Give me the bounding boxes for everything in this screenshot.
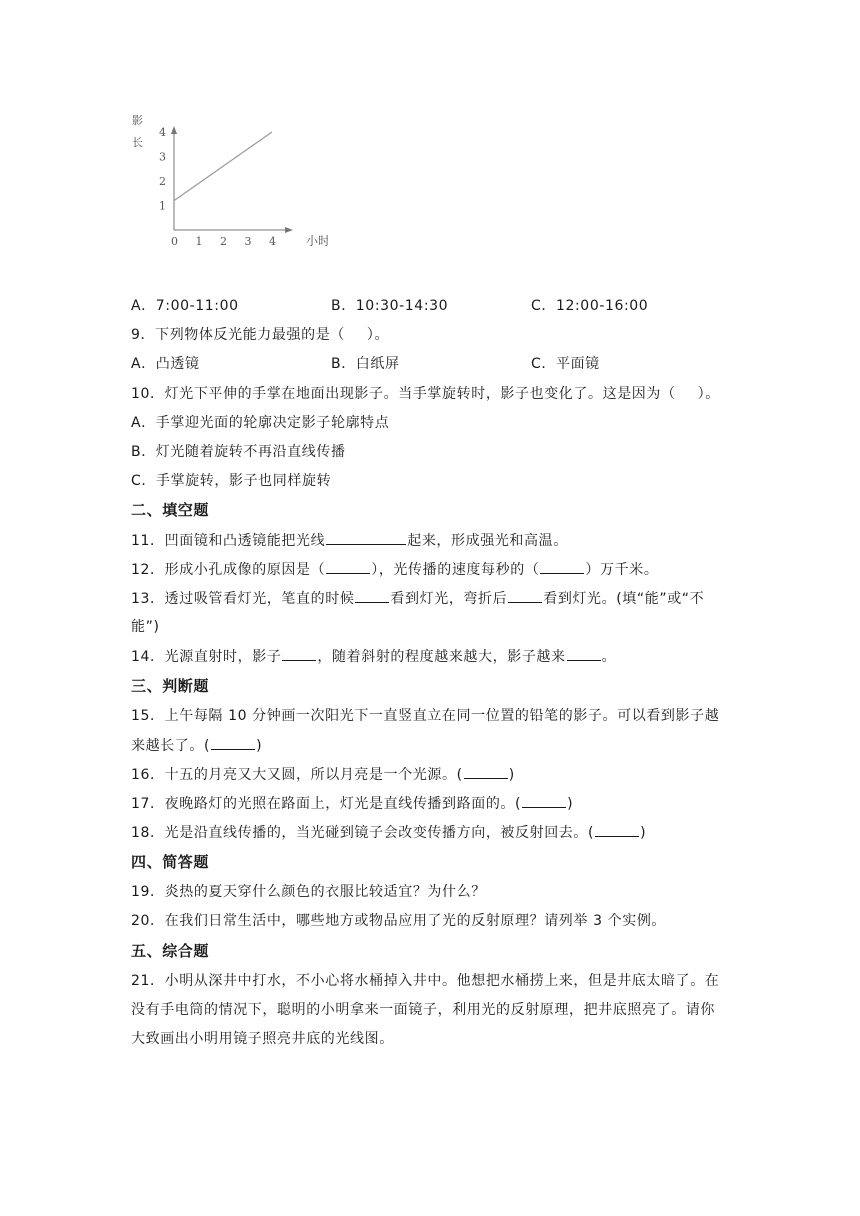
q14-part-3: 。 <box>601 649 617 665</box>
q15-part-b: ) <box>256 738 263 754</box>
q14-part-2: ，随着斜射的程度越来越大，影子越来 <box>317 649 566 665</box>
x-axis-arrow <box>285 227 293 233</box>
q15-blank <box>211 735 255 750</box>
q12-part-3: ）万千米。 <box>585 562 659 578</box>
q9-option-b: B．白纸屏 <box>331 356 400 372</box>
series-line <box>174 132 272 201</box>
q12-part-2: ），光传播的速度每秒的（ <box>371 562 540 578</box>
x-tick-label: 0 <box>171 235 178 248</box>
q13-line-2: 能”) <box>131 619 160 635</box>
q17-blank <box>522 793 566 808</box>
q11-part-1: 11．凹面镜和凸透镜能把光线 <box>131 533 326 549</box>
q13-part-3: 看到灯光。(填“能”或“不 <box>543 591 705 607</box>
q9-stem-end: ）。 <box>366 327 390 343</box>
q10-stem-start: 10．灯光下平伸的手掌在地面出现影子。当手掌旋转时，影子也变化了。这是因为（ <box>131 386 676 402</box>
section-heading-fill-in: 二、填空题 <box>131 501 210 519</box>
q15-line-1: 15．上午每隔 10 分钟画一次阳光下一直竖直立在同一位置的铅笔的影子。可以看到影子越 <box>131 708 720 724</box>
q16-blank <box>464 764 508 779</box>
shadow-length-chart <box>128 108 328 258</box>
q21-line-1: 21．小明从深井中打水，不小心将水桶掉入井中。他想把水桶捞上来，但是井底太暗了。在 <box>131 973 720 989</box>
q16 <box>131 764 515 785</box>
q10-option-b: B．灯光随着旋转不再沿直线传播 <box>131 444 346 460</box>
q11-blank <box>326 530 406 545</box>
x-tick-label: 1 <box>195 235 203 248</box>
section-heading-comprehensive: 五、综合题 <box>131 942 210 960</box>
y-axis-arrow <box>171 126 177 134</box>
q21-line-3: 大致画出小明用镜子照亮井底的光线图。 <box>131 1031 394 1047</box>
q18-part-2: ) <box>640 825 647 841</box>
q20: 20．在我们日常生活中，哪些地方或物品应用了光的反射原理？请列举 3 个实例。 <box>131 913 667 929</box>
q9-stem-start: 9．下列物体反光能力最强的是（ <box>131 327 345 343</box>
q13-blank-1 <box>355 588 389 603</box>
y-tick-label: 4 <box>159 126 166 139</box>
q10-stem <box>131 384 720 404</box>
q9-option-a: A．凸透镜 <box>131 356 200 372</box>
q18-part-1: 18．光是沿直线传播的，当光碰到镜子会改变传播方向，被反射回去。( <box>131 825 595 841</box>
q17-part-1: 17．夜晚路灯的光照在路面上，灯光是直线传播到路面的。( <box>131 796 522 812</box>
x-tick-label: 2 <box>220 235 227 248</box>
q14-blank-1 <box>282 646 316 661</box>
q13-part-2: 看到灯光，弯折后 <box>390 591 508 607</box>
q15-line-2 <box>131 735 262 756</box>
q18 <box>131 822 646 843</box>
q10-option-c: C．手掌旋转，影子也同样旋转 <box>131 473 332 489</box>
section-heading-short-answer: 四、简答题 <box>131 853 210 871</box>
chart-svg <box>128 108 328 258</box>
q14-part-1: 14．光源直射时，影子 <box>131 649 282 665</box>
x-axis-label: 小时 <box>306 234 328 248</box>
q13-part-1: 13．透过吸管看灯光，笔直的时候 <box>131 591 355 607</box>
q19: 19．炎热的夏天穿什么颜色的衣服比较适宜？为什么？ <box>131 884 486 900</box>
q14-blank-2 <box>567 646 601 661</box>
q11-part-2: 起来，形成强光和高温。 <box>407 533 568 549</box>
x-tick-label: 3 <box>244 235 252 248</box>
q12-blank-2 <box>540 559 584 574</box>
y-axis-label-char-1: 影 <box>132 114 143 127</box>
x-tick-label: 4 <box>269 235 276 248</box>
q16-part-1: 16．十五的月亮又大又圆，所以月亮是一个光源。( <box>131 767 463 783</box>
y-tick-label: 1 <box>159 199 166 213</box>
q10-stem-end: ）。 <box>697 386 720 402</box>
q15-part-a: 来越长了。( <box>131 738 211 754</box>
q12-blank-1 <box>326 559 370 574</box>
q9-stem <box>131 325 389 345</box>
q13 <box>131 588 704 609</box>
y-tick-label: 3 <box>159 150 166 164</box>
q12-part-1: 12．形成小孔成像的原因是（ <box>131 562 326 578</box>
section-heading-true-false: 三、判断题 <box>131 677 210 695</box>
q17 <box>131 793 573 814</box>
q16-part-2: ) <box>508 767 515 783</box>
q11 <box>131 530 568 551</box>
q12 <box>131 559 658 580</box>
q8-option-c: C．12:00-16:00 <box>531 298 649 314</box>
q13-blank-2 <box>508 588 542 603</box>
q8-option-b: B．10:30-14:30 <box>331 298 449 314</box>
q17-part-2: ) <box>567 796 574 812</box>
y-tick-label: 2 <box>159 175 166 188</box>
q9-option-c: C．平面镜 <box>531 356 600 372</box>
q14 <box>131 646 616 667</box>
q8-option-a: A．7:00-11:00 <box>131 298 239 314</box>
y-axis-label-char-2: 长 <box>132 136 143 149</box>
q10-option-a: A．手掌迎光面的轮廓决定影子轮廓特点 <box>131 415 390 431</box>
q18-blank <box>595 822 639 837</box>
q21-line-2: 没有手电筒的情况下，聪明的小明拿来一面镜子，利用光的反射原理，把井底照亮了。请你 <box>131 1002 715 1018</box>
